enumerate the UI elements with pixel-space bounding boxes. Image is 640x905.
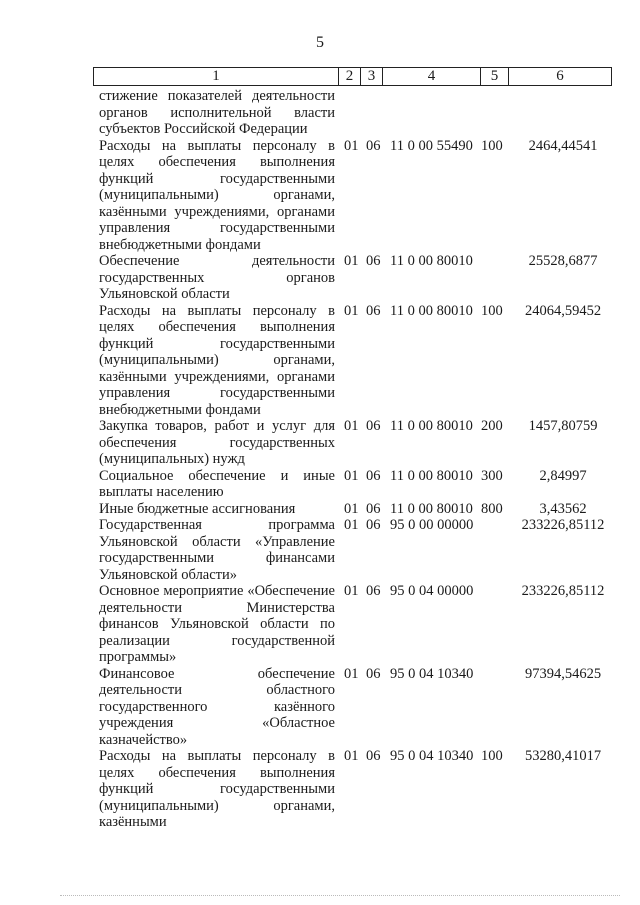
row-col-6: 24064,59452 xyxy=(524,302,602,319)
row-col-3: 06 xyxy=(366,137,381,154)
row-col-5: 800 xyxy=(481,500,503,517)
header-col-4: 4 xyxy=(383,68,481,85)
row-col-6: 2,84997 xyxy=(539,467,587,484)
row-col-2: 01 xyxy=(344,748,359,764)
row-col-4: 11 0 00 80010 xyxy=(390,467,473,484)
row-description: Финансовое обеспечение деятельности областного государственного казённого учреждения «Областное казначейство» xyxy=(99,665,335,748)
table-row xyxy=(0,88,640,138)
row-col-5: 100 xyxy=(481,748,503,764)
table-row xyxy=(0,748,640,831)
table-row xyxy=(0,501,640,518)
header-col-3: 3 xyxy=(361,68,383,85)
row-col-2: 01 xyxy=(344,517,359,533)
row-description: Государственная программа Ульяновской области «Управление государственными финансами Ульяновской области» xyxy=(99,517,335,583)
row-col-4: 11 0 00 80010 xyxy=(390,500,473,517)
row-description: Закупка товаров, работ и услуг для обеспечения государственных (муниципальных) нужд xyxy=(99,418,335,467)
row-col-6: 25528,6877 xyxy=(528,253,598,269)
budget-table-body xyxy=(0,88,640,831)
row-col-5: 100 xyxy=(481,137,503,154)
row-col-4: 95 0 00 00000 xyxy=(390,517,474,533)
row-description: Социальное обеспечение и иные выплаты населению xyxy=(99,467,335,500)
row-col-3: 06 xyxy=(366,517,381,533)
row-col-4: 95 0 04 00000 xyxy=(390,583,474,599)
row-col-6: 53280,41017 xyxy=(524,748,602,764)
row-col-2: 01 xyxy=(344,137,359,154)
row-description: Обеспечение деятельности государственных органов Ульяновской области xyxy=(99,253,335,302)
row-col-3: 06 xyxy=(366,467,381,484)
page-number: 5 xyxy=(316,34,324,51)
row-col-3: 06 xyxy=(366,748,381,764)
row-col-2: 01 xyxy=(344,467,359,484)
row-col-6: 1457,80759 xyxy=(528,418,598,434)
row-col-2: 01 xyxy=(344,418,359,434)
row-col-2: 01 xyxy=(344,253,359,269)
row-description: Расходы на выплаты персоналу в целях обеспечения выполнения функций государственными (муниципальными) органами, казёнными учреждениями, органами управления государственными внебюджетными фондами xyxy=(99,302,335,418)
row-col-6: 97394,54625 xyxy=(524,665,602,682)
row-col-6: 3,43562 xyxy=(539,500,587,517)
row-col-3: 06 xyxy=(366,500,381,517)
table-header xyxy=(93,67,612,86)
table-row xyxy=(0,666,640,749)
scan-edge-line xyxy=(60,895,620,897)
table-row xyxy=(0,468,640,501)
row-col-5: 100 xyxy=(481,302,503,319)
row-col-3: 06 xyxy=(366,418,381,434)
row-col-5: 200 xyxy=(481,418,503,434)
table-row xyxy=(0,138,640,254)
table-row xyxy=(0,418,640,468)
row-col-2: 01 xyxy=(344,665,359,682)
row-col-4: 11 0 00 55490 xyxy=(390,137,473,154)
table-row xyxy=(0,583,640,666)
row-col-6: 233226,85112 xyxy=(521,517,605,533)
row-description: Расходы на выплаты персоналу в целях обеспечения выполнения функций государственными (муниципальными) органами, казёнными учреждениями, органами управления государственными внебюджетными фондами xyxy=(99,137,335,253)
table-row xyxy=(0,303,640,419)
header-col-2: 2 xyxy=(339,68,361,85)
row-description: Иные бюджетные ассигнования xyxy=(99,500,296,517)
table-row xyxy=(0,253,640,303)
row-col-4: 95 0 04 10340 xyxy=(390,665,474,682)
row-col-3: 06 xyxy=(366,583,381,599)
row-col-6: 2464,44541 xyxy=(528,137,598,154)
row-col-4: 11 0 00 80010 xyxy=(390,253,473,269)
row-description: Расходы на выплаты персоналу в целях обеспечения выполнения функций государственными (муниципальными) органами, казёнными xyxy=(99,748,335,830)
row-col-3: 06 xyxy=(366,302,381,319)
row-col-4: 11 0 00 80010 xyxy=(390,418,473,434)
header-col-5: 5 xyxy=(481,68,509,85)
table-row xyxy=(0,517,640,583)
row-col-2: 01 xyxy=(344,500,359,517)
row-description: стижение показателей деятельности органов исполнительной власти субъектов Российской Федерации xyxy=(99,88,335,137)
header-col-1: 1 xyxy=(94,68,339,85)
row-col-4: 11 0 00 80010 xyxy=(390,302,473,319)
header-col-6: 6 xyxy=(556,68,564,84)
row-description: Основное мероприятие «Обеспечение деятельности Министерства финансов Ульяновской области по реализации государственной программы» xyxy=(99,583,335,665)
row-col-3: 06 xyxy=(366,665,381,682)
row-col-4: 95 0 04 10340 xyxy=(390,748,474,764)
row-col-2: 01 xyxy=(344,302,359,319)
row-col-2: 01 xyxy=(344,583,359,599)
row-col-5: 300 xyxy=(481,467,503,484)
row-col-3: 06 xyxy=(366,253,381,269)
row-col-6: 233226,85112 xyxy=(521,583,605,599)
